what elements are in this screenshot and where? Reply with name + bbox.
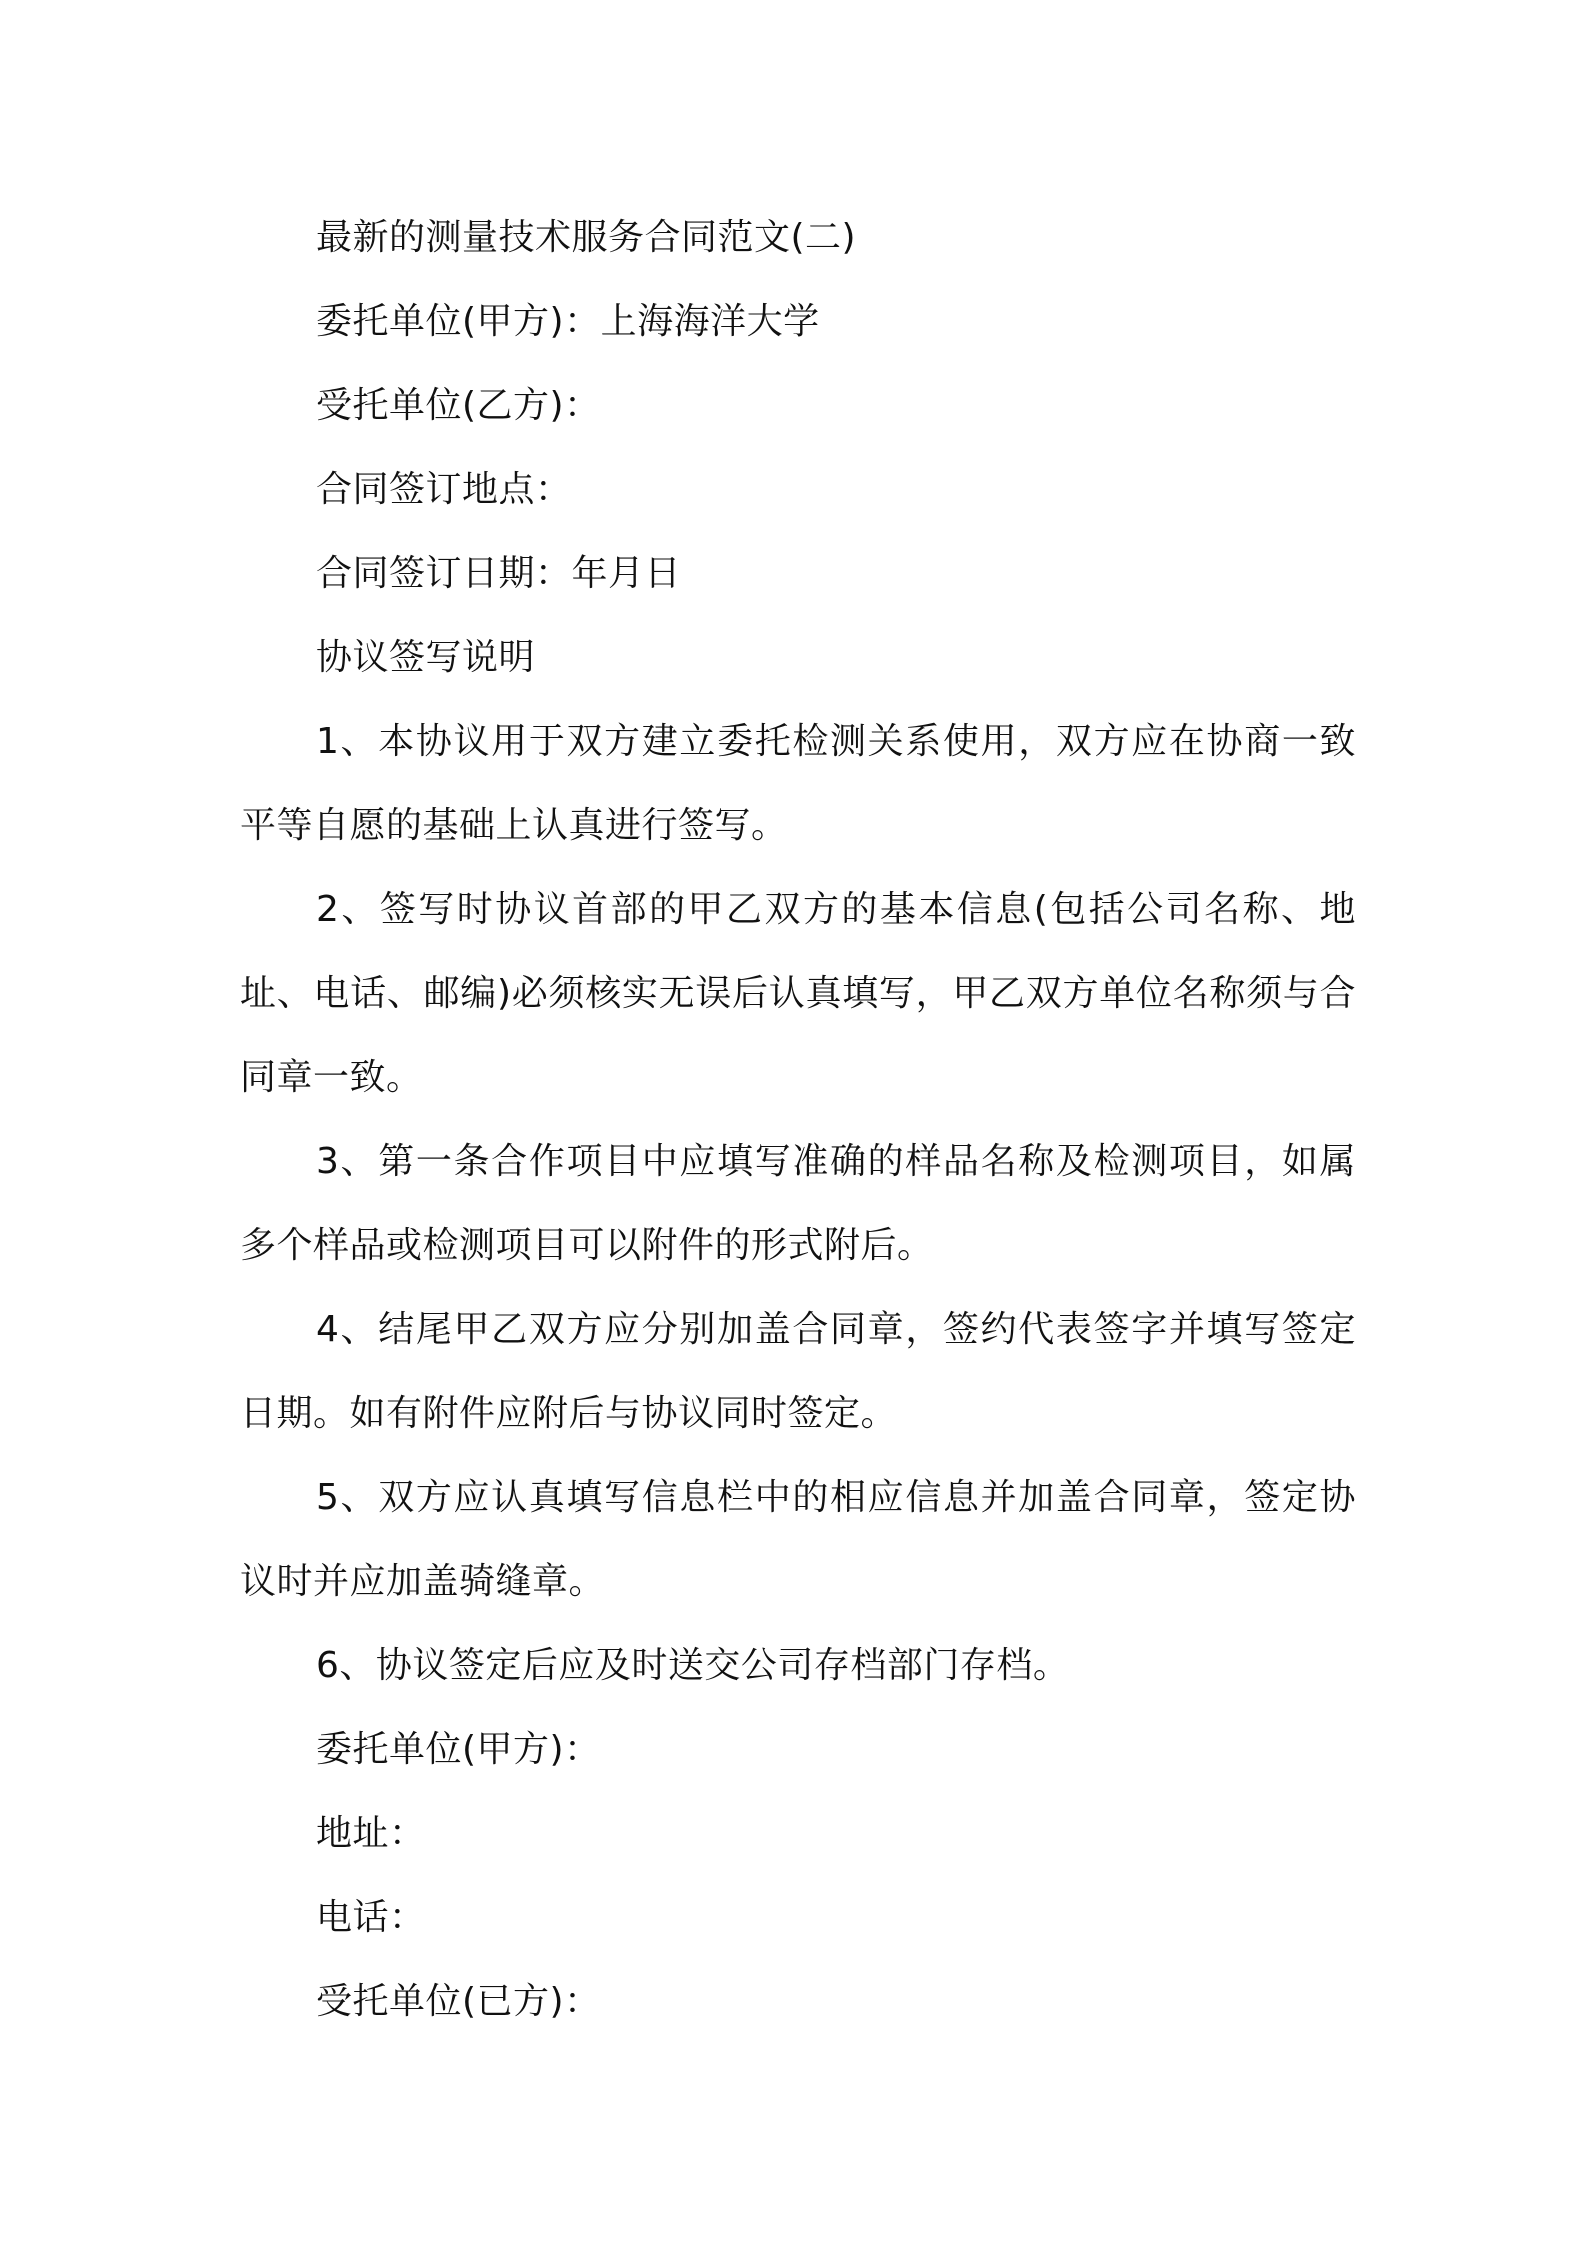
instruction-item-6: 6、协议签定后应及时送交公司存档部门存档。 — [316, 1645, 1070, 1686]
signing-place-line: 合同签订地点： — [316, 469, 572, 510]
instruction-item-2: 2、签写时协议首部的甲乙双方的基本信息(包括公司名称、地址、电话、邮编)必须核实无误后认真填写，甲乙双方单位名称须与合同章一致。 — [240, 889, 1356, 1098]
instruction-item-3: 3、第一条合作项目中应填写准确的样品名称及检测项目，如属多个样品或检测项目可以附件的形式附后。 — [240, 1141, 1356, 1266]
instruction-item-1: 1、本协议用于双方建立委托检测关系使用，双方应在协商一致平等自愿的基础上认真进行签写。 — [240, 721, 1356, 846]
document-title: 最新的测量技术服务合同范文(二) — [316, 217, 857, 258]
footer-address: 地址： — [316, 1813, 426, 1854]
footer-contractor-unit: 受托单位(已方)： — [316, 1981, 601, 2022]
client-unit-line: 委托单位(甲方)：上海海洋大学 — [316, 301, 820, 342]
instruction-item-4: 4、结尾甲乙双方应分别加盖合同章，签约代表签字并填写签定日期。如有附件应附后与协议同时签定。 — [240, 1309, 1356, 1434]
document-body — [240, 196, 1356, 2044]
footer-phone: 电话： — [316, 1897, 426, 1938]
contractor-unit-line: 受托单位(乙方)： — [316, 385, 601, 426]
instruction-item-5: 5、双方应认真填写信息栏中的相应信息并加盖合同章，签定协议时并应加盖骑缝章。 — [240, 1477, 1356, 1602]
instructions-heading: 协议签写说明 — [316, 637, 536, 678]
footer-client-unit: 委托单位(甲方)： — [316, 1729, 601, 1770]
signing-date-line: 合同签订日期：年月日 — [316, 553, 682, 594]
